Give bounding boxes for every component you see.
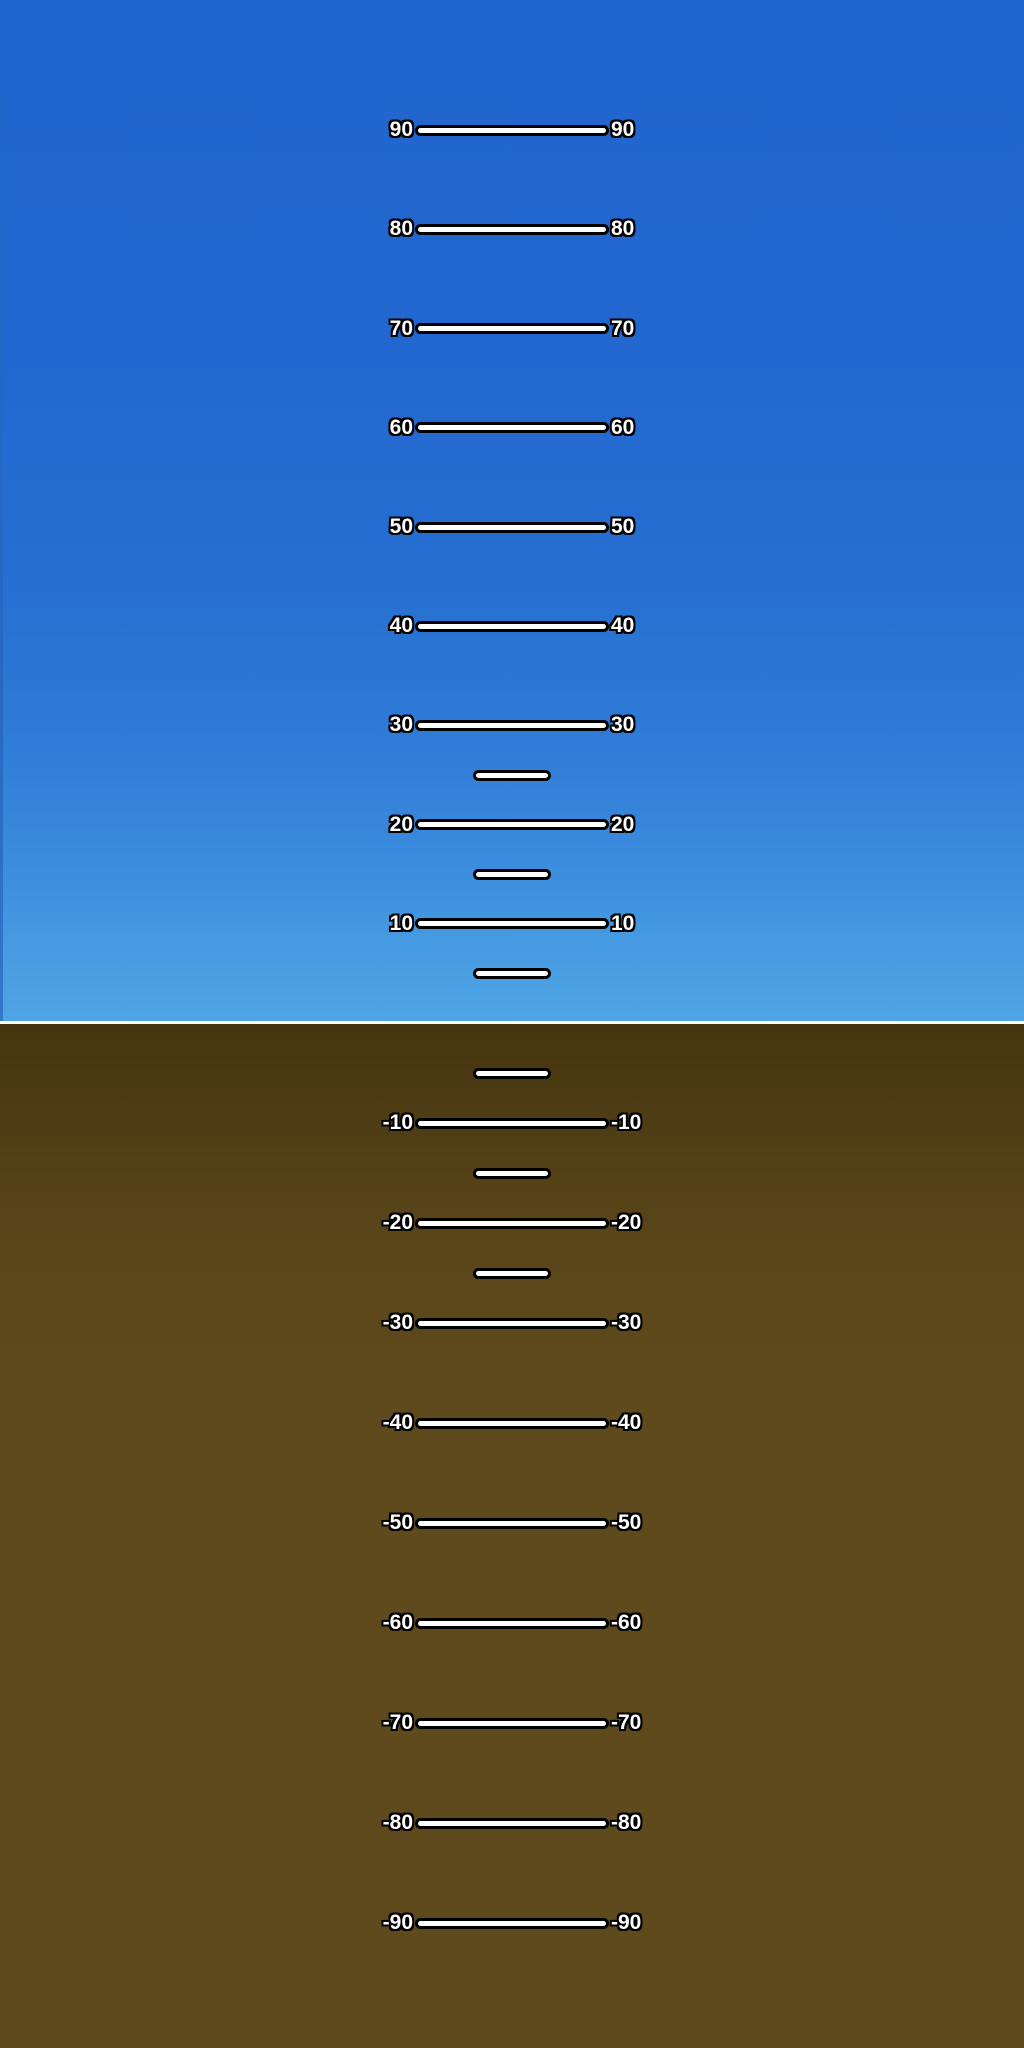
- pitch-label-right-10: 10: [611, 911, 635, 935]
- pitch-minor-mark-15: [473, 869, 551, 880]
- pitch-minor-mark--25: [473, 1268, 551, 1279]
- pitch-label-left-90: 90: [389, 118, 413, 142]
- pitch-label-left--40: -40: [382, 1411, 413, 1435]
- pitch-minor-mark-5: [473, 968, 551, 979]
- pitch-minor-mark--15: [473, 1168, 551, 1179]
- pitch-line-50: [415, 522, 609, 533]
- pitch-line-80: [415, 224, 609, 235]
- pitch-line--70: [415, 1718, 609, 1729]
- pitch-label-left-10: 10: [389, 911, 413, 935]
- pitch-label-left-50: 50: [389, 515, 413, 539]
- pitch-line--90: [415, 1918, 609, 1929]
- pitch-label-left-70: 70: [389, 316, 413, 340]
- pitch-label-left--20: -20: [382, 1211, 413, 1235]
- pitch-label-left--80: -80: [382, 1811, 413, 1835]
- pitch-label-right-90: 90: [611, 118, 635, 142]
- pitch-label-left-40: 40: [389, 614, 413, 638]
- pitch-label-right--60: -60: [611, 1611, 642, 1635]
- pitch-label-right-80: 80: [611, 217, 635, 241]
- pitch-label-right-50: 50: [611, 515, 635, 539]
- pitch-line--20: [415, 1218, 609, 1229]
- pitch-label-left-60: 60: [389, 415, 413, 439]
- pitch-line-20: [415, 819, 609, 830]
- pitch-line--60: [415, 1618, 609, 1629]
- pitch-line-10: [415, 918, 609, 929]
- pitch-label-right--70: -70: [611, 1711, 642, 1735]
- pitch-line--30: [415, 1318, 609, 1329]
- pitch-label-left--60: -60: [382, 1611, 413, 1635]
- horizon-line: [0, 1021, 1024, 1024]
- pitch-label-right--80: -80: [611, 1811, 642, 1835]
- pitch-label-right--90: -90: [611, 1911, 642, 1935]
- pitch-line-90: [415, 125, 609, 136]
- pitch-line--80: [415, 1818, 609, 1829]
- pitch-label-right-70: 70: [611, 316, 635, 340]
- pitch-label-right-60: 60: [611, 415, 635, 439]
- pitch-label-left-30: 30: [389, 713, 413, 737]
- pitch-line-30: [415, 720, 609, 731]
- pitch-label-right-20: 20: [611, 812, 635, 836]
- pitch-label-right--40: -40: [611, 1411, 642, 1435]
- pitch-label-left--90: -90: [382, 1911, 413, 1935]
- pitch-minor-mark--5: [473, 1068, 551, 1079]
- pitch-label-left--50: -50: [382, 1511, 413, 1535]
- pitch-line-60: [415, 422, 609, 433]
- pitch-line-40: [415, 621, 609, 632]
- pitch-label-right-30: 30: [611, 713, 635, 737]
- pitch-line-70: [415, 323, 609, 334]
- pitch-label-right--10: -10: [611, 1111, 642, 1135]
- pitch-label-left--10: -10: [382, 1111, 413, 1135]
- pitch-label-right--20: -20: [611, 1211, 642, 1235]
- pitch-minor-mark-25: [473, 770, 551, 781]
- pitch-line--10: [415, 1118, 609, 1129]
- pitch-label-left-80: 80: [389, 217, 413, 241]
- sky-left-edge-strip: [0, 0, 3, 1021]
- pitch-line--50: [415, 1518, 609, 1529]
- pitch-label-right--50: -50: [611, 1511, 642, 1535]
- pitch-label-right-40: 40: [611, 614, 635, 638]
- pitch-line--40: [415, 1418, 609, 1429]
- pitch-label-left--70: -70: [382, 1711, 413, 1735]
- pitch-label-left-20: 20: [389, 812, 413, 836]
- pitch-label-left--30: -30: [382, 1311, 413, 1335]
- pitch-label-right--30: -30: [611, 1311, 642, 1335]
